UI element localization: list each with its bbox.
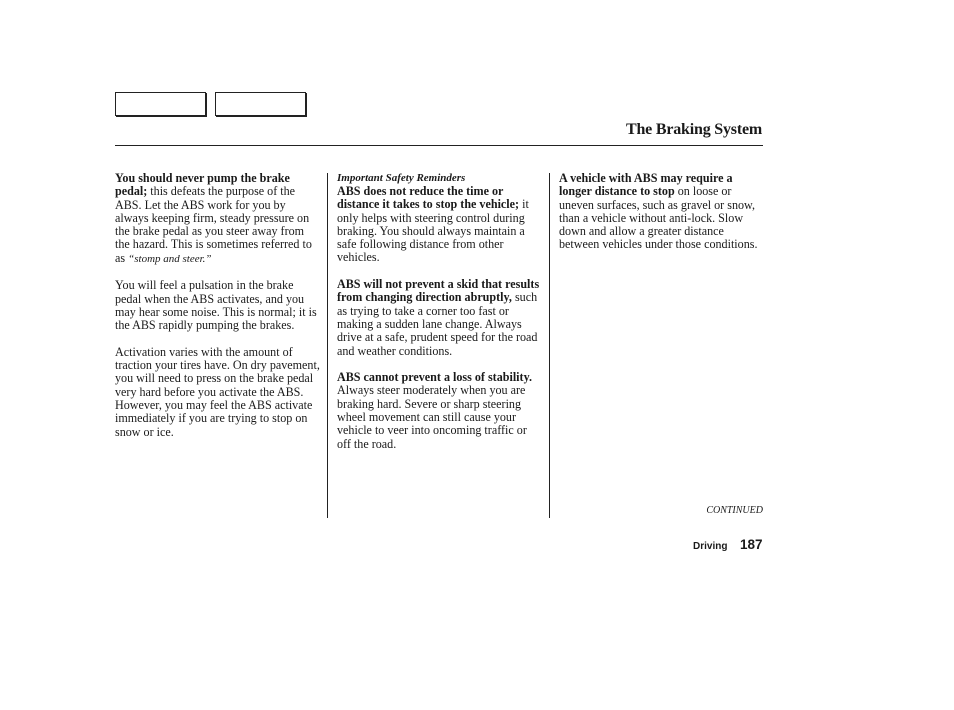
body-text: this defeats the purpose of the ABS. Let the ABS work for you by always keeping firm, steady pressure on the brake pedal as you steer away from the hazard. This is sometimes referred to as: [115, 184, 312, 265]
paragraph-pump-brake: [115, 172, 321, 266]
paragraph-pulsation: You will feel a pulsation in the brake pedal when the ABS activates, and you may hear some noise. This is normal; it is the ABS rapidly pumping the brakes.: [115, 278, 317, 333]
page-title: The Braking System: [626, 121, 762, 138]
bold-lead: ABS cannot prevent a loss of stability.: [337, 370, 532, 385]
italic-phrase: “stomp and steer.”: [128, 252, 212, 265]
column-divider-2: [549, 173, 550, 518]
subheading: Important Safety Reminders: [337, 172, 466, 184]
paragraph-abs-stability: [337, 371, 543, 451]
body-text: it only helps with steering control during braking. You should always maintain a safe following distance from other vehicles.: [337, 197, 529, 265]
body-text: on loose or uneven surfaces, such as gravel or snow, than a vehicle without anti-lock. Slow down and allow a greater distance between vehicles under those conditions.: [559, 184, 758, 252]
paragraph-stopping-distance: [559, 172, 763, 252]
section-name: Driving: [693, 541, 728, 552]
page-number: 187: [740, 537, 763, 552]
column-3: [559, 172, 763, 265]
continued-label: CONTINUED: [706, 505, 763, 516]
nav-tab-box-2[interactable]: [215, 92, 306, 116]
nav-tab-box-1[interactable]: [115, 92, 206, 116]
paragraph-abs-time: [337, 172, 543, 265]
bold-lead: You should never pump the brake pedal;: [115, 171, 290, 199]
bold-lead: ABS will not prevent a skid that results from changing direction abruptly,: [337, 277, 540, 305]
column-2: [337, 172, 543, 464]
paragraph-activation: Activation varies with the amount of traction your tires have. On dry pavement, you will need to press on the brake pedal very hard before you activate the ABS. However, you may feel the ABS activate immediately if you are trying to stop on snow or ice.: [115, 344, 320, 439]
column-1: [115, 172, 321, 452]
paragraph-abs-skid: [337, 278, 543, 358]
body-text: such as trying to take a corner too fast or making a sudden lane change. Always drive at a safe, prudent speed for the road and weather conditions.: [337, 290, 538, 358]
bold-lead: A vehicle with ABS may require a longer distance to stop: [559, 171, 733, 199]
bold-lead: ABS does not reduce the time or distance it takes to stop the vehicle;: [337, 184, 520, 212]
body-text: Always steer moderately when you are braking hard. Severe or sharp steering wheel movement can still cause your vehicle to veer into oncoming traffic or off the road.: [337, 383, 527, 451]
header-rule: [115, 145, 763, 146]
column-divider-1: [327, 173, 328, 518]
